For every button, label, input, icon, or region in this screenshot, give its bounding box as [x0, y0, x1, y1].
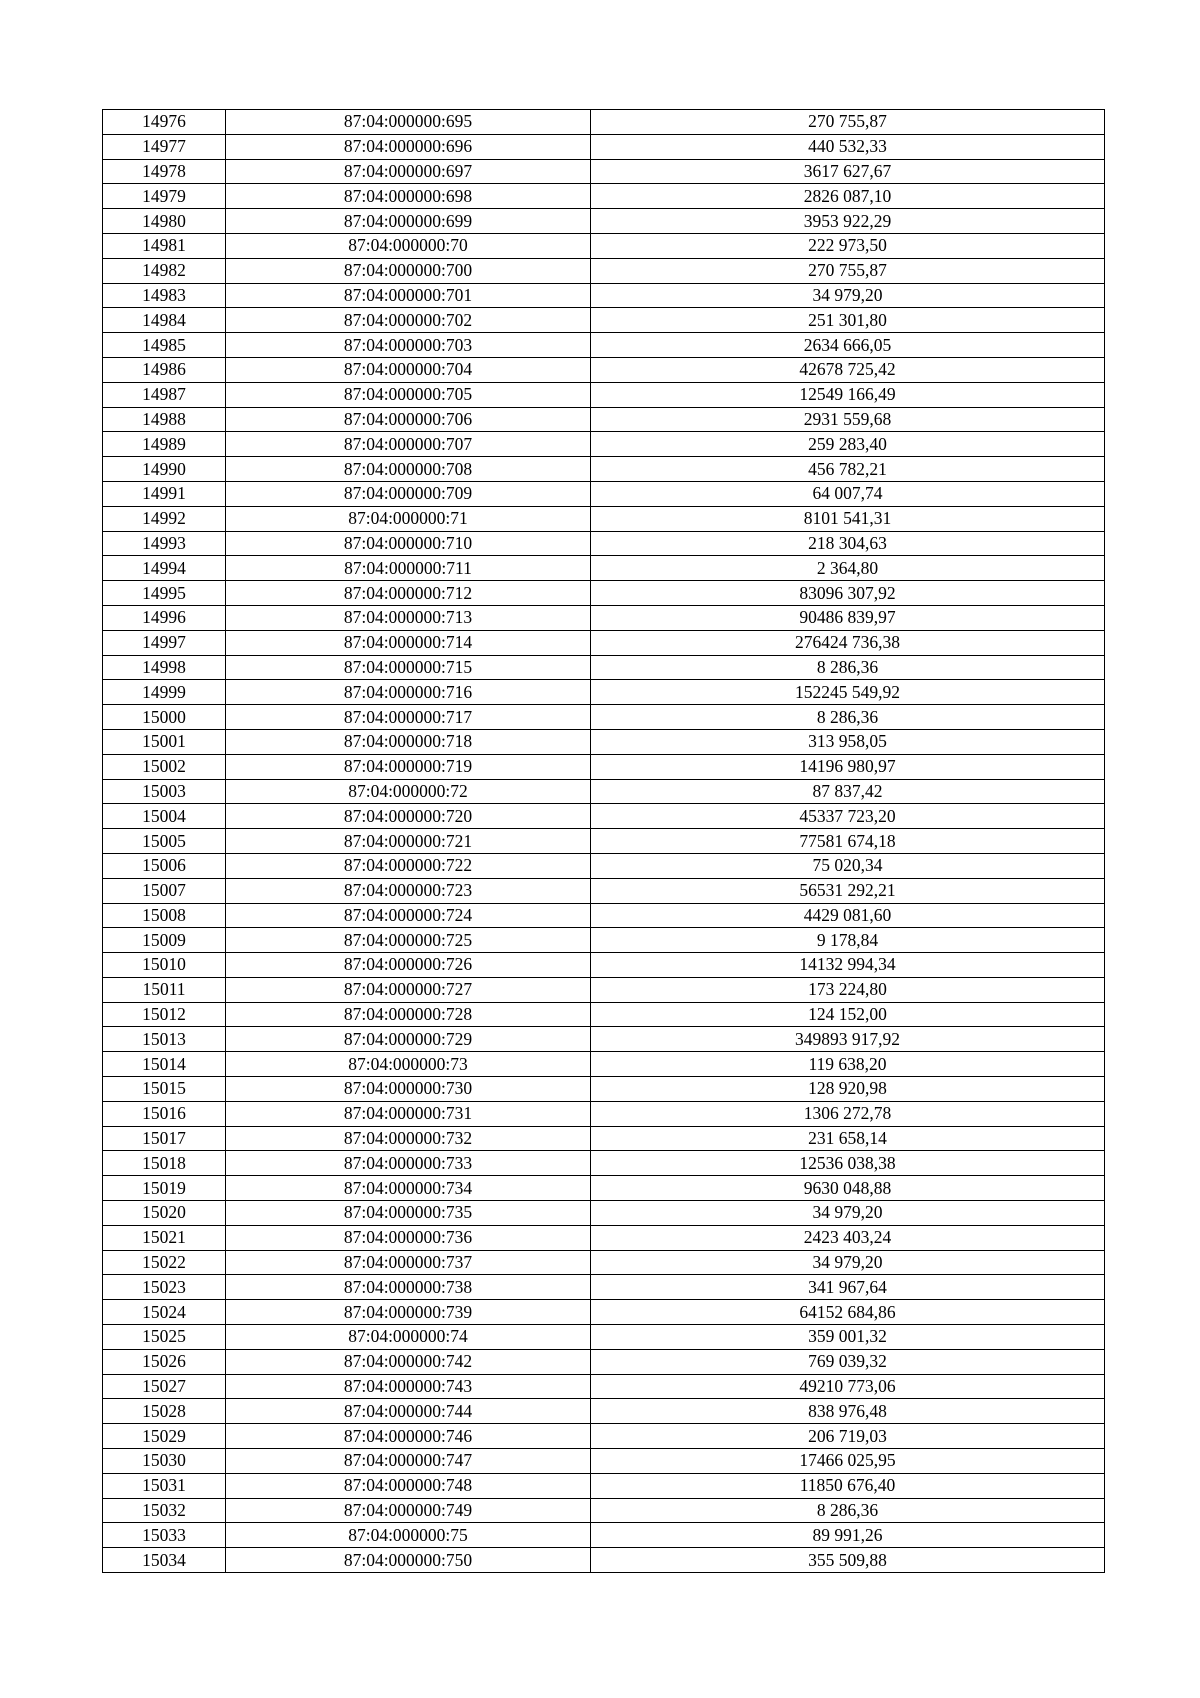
cadastral-value-cell: 4429 081,60	[591, 903, 1105, 928]
cadastral-value-cell: 2826 087,10	[591, 184, 1105, 209]
table-row	[103, 531, 1105, 556]
row-number-cell: 15013	[103, 1027, 226, 1052]
cadastral-number-cell: 87:04:000000:731	[226, 1101, 591, 1126]
row-number-cell: 15018	[103, 1151, 226, 1176]
cadastral-number-cell: 87:04:000000:707	[226, 432, 591, 457]
cadastral-value-cell: 42678 725,42	[591, 357, 1105, 382]
cadastral-number-cell: 87:04:000000:70	[226, 233, 591, 258]
row-number-cell: 14997	[103, 630, 226, 655]
cadastral-number-cell: 87:04:000000:743	[226, 1374, 591, 1399]
cadastral-number-cell: 87:04:000000:716	[226, 680, 591, 705]
table-row	[103, 903, 1105, 928]
cadastral-value-cell: 8 286,36	[591, 655, 1105, 680]
row-number-cell: 15024	[103, 1300, 226, 1325]
cadastral-number-cell: 87:04:000000:712	[226, 581, 591, 606]
table-row	[103, 457, 1105, 482]
table-row	[103, 705, 1105, 730]
table-row	[103, 1002, 1105, 1027]
cadastral-value-cell: 14132 994,34	[591, 953, 1105, 978]
row-number-cell: 15003	[103, 779, 226, 804]
table-row	[103, 506, 1105, 531]
cadastral-number-cell: 87:04:000000:706	[226, 407, 591, 432]
cadastral-number-cell: 87:04:000000:723	[226, 878, 591, 903]
cadastral-number-cell: 87:04:000000:750	[226, 1548, 591, 1573]
cadastral-value-cell: 89 991,26	[591, 1523, 1105, 1548]
table-row	[103, 804, 1105, 829]
table-row	[103, 853, 1105, 878]
table-row	[103, 1548, 1105, 1573]
cadastral-value-cell: 251 301,80	[591, 308, 1105, 333]
cadastral-number-cell: 87:04:000000:703	[226, 333, 591, 358]
cadastral-value-cell: 14196 980,97	[591, 754, 1105, 779]
cadastral-number-cell: 87:04:000000:72	[226, 779, 591, 804]
cadastral-value-cell: 87 837,42	[591, 779, 1105, 804]
cadastral-value-cell: 359 001,32	[591, 1325, 1105, 1350]
cadastral-number-cell: 87:04:000000:718	[226, 729, 591, 754]
cadastral-value-cell: 2423 403,24	[591, 1225, 1105, 1250]
table-row	[103, 134, 1105, 159]
cadastral-value-cell: 349893 917,92	[591, 1027, 1105, 1052]
row-number-cell: 15030	[103, 1449, 226, 1474]
row-number-cell: 14992	[103, 506, 226, 531]
row-number-cell: 14976	[103, 110, 226, 135]
table-row	[103, 1399, 1105, 1424]
cadastral-number-cell: 87:04:000000:725	[226, 928, 591, 953]
cadastral-value-cell: 90486 839,97	[591, 605, 1105, 630]
cadastral-value-cell: 313 958,05	[591, 729, 1105, 754]
cadastral-number-cell: 87:04:000000:71	[226, 506, 591, 531]
table-row	[103, 655, 1105, 680]
table-row	[103, 1275, 1105, 1300]
row-number-cell: 15005	[103, 829, 226, 854]
cadastral-number-cell: 87:04:000000:73	[226, 1052, 591, 1077]
row-number-cell: 15020	[103, 1201, 226, 1226]
row-number-cell: 15026	[103, 1349, 226, 1374]
cadastral-value-cell: 34 979,20	[591, 1250, 1105, 1275]
row-number-cell: 15027	[103, 1374, 226, 1399]
table-row	[103, 1349, 1105, 1374]
cadastral-value-cell: 152245 549,92	[591, 680, 1105, 705]
cadastral-value-cell: 206 719,03	[591, 1424, 1105, 1449]
table-row	[103, 110, 1105, 135]
row-number-cell: 14979	[103, 184, 226, 209]
row-number-cell: 15028	[103, 1399, 226, 1424]
table-row	[103, 729, 1105, 754]
row-number-cell: 14985	[103, 333, 226, 358]
cadastral-number-cell: 87:04:000000:738	[226, 1275, 591, 1300]
row-number-cell: 15011	[103, 977, 226, 1002]
cadastral-number-cell: 87:04:000000:701	[226, 283, 591, 308]
cadastral-number-cell: 87:04:000000:697	[226, 159, 591, 184]
table-row	[103, 1151, 1105, 1176]
cadastral-number-cell: 87:04:000000:74	[226, 1325, 591, 1350]
cadastral-number-cell: 87:04:000000:711	[226, 556, 591, 581]
row-number-cell: 14993	[103, 531, 226, 556]
row-number-cell: 15014	[103, 1052, 226, 1077]
row-number-cell: 15017	[103, 1126, 226, 1151]
table-row	[103, 928, 1105, 953]
row-number-cell: 15022	[103, 1250, 226, 1275]
row-number-cell: 15031	[103, 1473, 226, 1498]
cadastral-number-cell: 87:04:000000:739	[226, 1300, 591, 1325]
row-number-cell: 15002	[103, 754, 226, 779]
table-row	[103, 1250, 1105, 1275]
row-number-cell: 14980	[103, 209, 226, 234]
table-row	[103, 382, 1105, 407]
cadastral-value-cell: 218 304,63	[591, 531, 1105, 556]
row-number-cell: 15019	[103, 1176, 226, 1201]
cadastral-number-cell: 87:04:000000:746	[226, 1424, 591, 1449]
table-row	[103, 283, 1105, 308]
row-number-cell: 15010	[103, 953, 226, 978]
table-row	[103, 184, 1105, 209]
cadastral-value-cell: 34 979,20	[591, 1201, 1105, 1226]
row-number-cell: 15029	[103, 1424, 226, 1449]
row-number-cell: 14984	[103, 308, 226, 333]
table-row	[103, 1176, 1105, 1201]
cadastral-value-cell: 456 782,21	[591, 457, 1105, 482]
cadastral-value-cell: 9 178,84	[591, 928, 1105, 953]
cadastral-value-cell: 1306 272,78	[591, 1101, 1105, 1126]
cadastral-number-cell: 87:04:000000:695	[226, 110, 591, 135]
cadastral-value-cell: 838 976,48	[591, 1399, 1105, 1424]
table-row	[103, 1052, 1105, 1077]
table-row	[103, 630, 1105, 655]
row-number-cell: 15025	[103, 1325, 226, 1350]
table-row	[103, 1374, 1105, 1399]
cadastral-value-cell: 173 224,80	[591, 977, 1105, 1002]
cadastral-number-cell: 87:04:000000:699	[226, 209, 591, 234]
row-number-cell: 15000	[103, 705, 226, 730]
row-number-cell: 15004	[103, 804, 226, 829]
row-number-cell: 15016	[103, 1101, 226, 1126]
cadastral-number-cell: 87:04:000000:726	[226, 953, 591, 978]
table-row	[103, 977, 1105, 1002]
table-row	[103, 1225, 1105, 1250]
cadastral-value-cell: 222 973,50	[591, 233, 1105, 258]
table-row	[103, 605, 1105, 630]
cadastral-value-cell: 3953 922,29	[591, 209, 1105, 234]
cadastral-number-cell: 87:04:000000:696	[226, 134, 591, 159]
row-number-cell: 15033	[103, 1523, 226, 1548]
cadastral-number-cell: 87:04:000000:728	[226, 1002, 591, 1027]
row-number-cell: 14990	[103, 457, 226, 482]
cadastral-number-cell: 87:04:000000:747	[226, 1449, 591, 1474]
cadastral-value-cell: 2 364,80	[591, 556, 1105, 581]
cadastral-value-cell: 440 532,33	[591, 134, 1105, 159]
table-row	[103, 1449, 1105, 1474]
row-number-cell: 14987	[103, 382, 226, 407]
cadastral-number-cell: 87:04:000000:749	[226, 1498, 591, 1523]
cadastral-number-cell: 87:04:000000:714	[226, 630, 591, 655]
cadastral-value-cell: 2634 666,05	[591, 333, 1105, 358]
table-row	[103, 1424, 1105, 1449]
cadastral-value-cell: 12549 166,49	[591, 382, 1105, 407]
cadastral-number-cell: 87:04:000000:719	[226, 754, 591, 779]
table-row	[103, 357, 1105, 382]
table-row	[103, 754, 1105, 779]
row-number-cell: 15006	[103, 853, 226, 878]
cadastral-value-cell: 259 283,40	[591, 432, 1105, 457]
table-row	[103, 581, 1105, 606]
cadastral-number-cell: 87:04:000000:721	[226, 829, 591, 854]
table-row	[103, 308, 1105, 333]
table-row	[103, 1126, 1105, 1151]
cadastral-value-cell: 11850 676,40	[591, 1473, 1105, 1498]
row-number-cell: 14998	[103, 655, 226, 680]
table-row	[103, 829, 1105, 854]
cadastral-value-cell: 45337 723,20	[591, 804, 1105, 829]
cadastral-value-cell: 83096 307,92	[591, 581, 1105, 606]
cadastral-value-cell: 75 020,34	[591, 853, 1105, 878]
cadastral-number-cell: 87:04:000000:698	[226, 184, 591, 209]
cadastral-number-cell: 87:04:000000:720	[226, 804, 591, 829]
cadastral-value-cell: 769 039,32	[591, 1349, 1105, 1374]
cadastral-number-cell: 87:04:000000:717	[226, 705, 591, 730]
table-row	[103, 680, 1105, 705]
table-row	[103, 779, 1105, 804]
table-row	[103, 556, 1105, 581]
cadastral-value-cell: 270 755,87	[591, 258, 1105, 283]
cadastral-value-cell: 9630 048,88	[591, 1176, 1105, 1201]
row-number-cell: 14978	[103, 159, 226, 184]
table-row	[103, 1027, 1105, 1052]
cadastral-number-cell: 87:04:000000:710	[226, 531, 591, 556]
cadastral-number-cell: 87:04:000000:732	[226, 1126, 591, 1151]
cadastral-number-cell: 87:04:000000:727	[226, 977, 591, 1002]
table-row	[103, 333, 1105, 358]
cadastral-value-cell: 8101 541,31	[591, 506, 1105, 531]
cadastral-value-cell: 49210 773,06	[591, 1374, 1105, 1399]
table-row	[103, 1077, 1105, 1102]
table-row	[103, 407, 1105, 432]
cadastral-value-cell: 64 007,74	[591, 481, 1105, 506]
cadastral-number-cell: 87:04:000000:742	[226, 1349, 591, 1374]
row-number-cell: 14999	[103, 680, 226, 705]
cadastral-value-cell: 8 286,36	[591, 705, 1105, 730]
row-number-cell: 14996	[103, 605, 226, 630]
cadastral-number-cell: 87:04:000000:730	[226, 1077, 591, 1102]
cadastral-number-cell: 87:04:000000:700	[226, 258, 591, 283]
cadastral-number-cell: 87:04:000000:735	[226, 1201, 591, 1226]
table-row	[103, 953, 1105, 978]
row-number-cell: 14986	[103, 357, 226, 382]
cadastral-number-cell: 87:04:000000:737	[226, 1250, 591, 1275]
table-row	[103, 1300, 1105, 1325]
cadastral-number-cell: 87:04:000000:713	[226, 605, 591, 630]
table-row	[103, 1523, 1105, 1548]
row-number-cell: 15007	[103, 878, 226, 903]
cadastral-number-cell: 87:04:000000:736	[226, 1225, 591, 1250]
table-row	[103, 878, 1105, 903]
row-number-cell: 14983	[103, 283, 226, 308]
row-number-cell: 15009	[103, 928, 226, 953]
cadastral-value-cell: 355 509,88	[591, 1548, 1105, 1573]
row-number-cell: 14981	[103, 233, 226, 258]
cadastral-number-cell: 87:04:000000:734	[226, 1176, 591, 1201]
cadastral-value-cell: 270 755,87	[591, 110, 1105, 135]
row-number-cell: 14988	[103, 407, 226, 432]
cadastral-number-cell: 87:04:000000:729	[226, 1027, 591, 1052]
cadastral-number-cell: 87:04:000000:748	[226, 1473, 591, 1498]
row-number-cell: 15032	[103, 1498, 226, 1523]
cadastral-value-cell: 2931 559,68	[591, 407, 1105, 432]
cadastral-value-cell: 231 658,14	[591, 1126, 1105, 1151]
cadastral-number-cell: 87:04:000000:724	[226, 903, 591, 928]
cadastral-number-cell: 87:04:000000:733	[226, 1151, 591, 1176]
cadastral-value-cell: 12536 038,38	[591, 1151, 1105, 1176]
row-number-cell: 14994	[103, 556, 226, 581]
cadastral-number-cell: 87:04:000000:715	[226, 655, 591, 680]
cadastral-value-cell: 77581 674,18	[591, 829, 1105, 854]
cadastral-number-cell: 87:04:000000:708	[226, 457, 591, 482]
table-row	[103, 1201, 1105, 1226]
cadastral-value-cell: 341 967,64	[591, 1275, 1105, 1300]
row-number-cell: 14989	[103, 432, 226, 457]
cadastral-value-cell: 119 638,20	[591, 1052, 1105, 1077]
cadastral-number-cell: 87:04:000000:702	[226, 308, 591, 333]
cadastral-number-cell: 87:04:000000:722	[226, 853, 591, 878]
cadastral-number-cell: 87:04:000000:744	[226, 1399, 591, 1424]
row-number-cell: 14995	[103, 581, 226, 606]
table-row	[103, 258, 1105, 283]
cadastral-value-cell: 276424 736,38	[591, 630, 1105, 655]
cadastral-number-cell: 87:04:000000:705	[226, 382, 591, 407]
cadastral-value-cell: 128 920,98	[591, 1077, 1105, 1102]
table-body	[103, 110, 1105, 1573]
row-number-cell: 14991	[103, 481, 226, 506]
cadastral-value-cell: 8 286,36	[591, 1498, 1105, 1523]
row-number-cell: 15021	[103, 1225, 226, 1250]
row-number-cell: 15012	[103, 1002, 226, 1027]
table-row	[103, 159, 1105, 184]
table-row	[103, 1325, 1105, 1350]
table-row	[103, 233, 1105, 258]
row-number-cell: 15023	[103, 1275, 226, 1300]
cadastral-value-cell: 124 152,00	[591, 1002, 1105, 1027]
cadastral-number-cell: 87:04:000000:75	[226, 1523, 591, 1548]
table-row	[103, 432, 1105, 457]
row-number-cell: 15015	[103, 1077, 226, 1102]
row-number-cell: 15034	[103, 1548, 226, 1573]
cadastral-number-cell: 87:04:000000:709	[226, 481, 591, 506]
cadastral-value-cell: 64152 684,86	[591, 1300, 1105, 1325]
row-number-cell: 14982	[103, 258, 226, 283]
cadastral-value-cell: 56531 292,21	[591, 878, 1105, 903]
row-number-cell: 15008	[103, 903, 226, 928]
table-row	[103, 1473, 1105, 1498]
cadastral-value-cell: 34 979,20	[591, 283, 1105, 308]
cadastral-number-cell: 87:04:000000:704	[226, 357, 591, 382]
row-number-cell: 15001	[103, 729, 226, 754]
cadastral-value-cell: 17466 025,95	[591, 1449, 1105, 1474]
table-row	[103, 481, 1105, 506]
table-row	[103, 1101, 1105, 1126]
table-row	[103, 209, 1105, 234]
row-number-cell: 14977	[103, 134, 226, 159]
cadastral-value-table	[102, 109, 1105, 1573]
table-row	[103, 1498, 1105, 1523]
cadastral-value-cell: 3617 627,67	[591, 159, 1105, 184]
